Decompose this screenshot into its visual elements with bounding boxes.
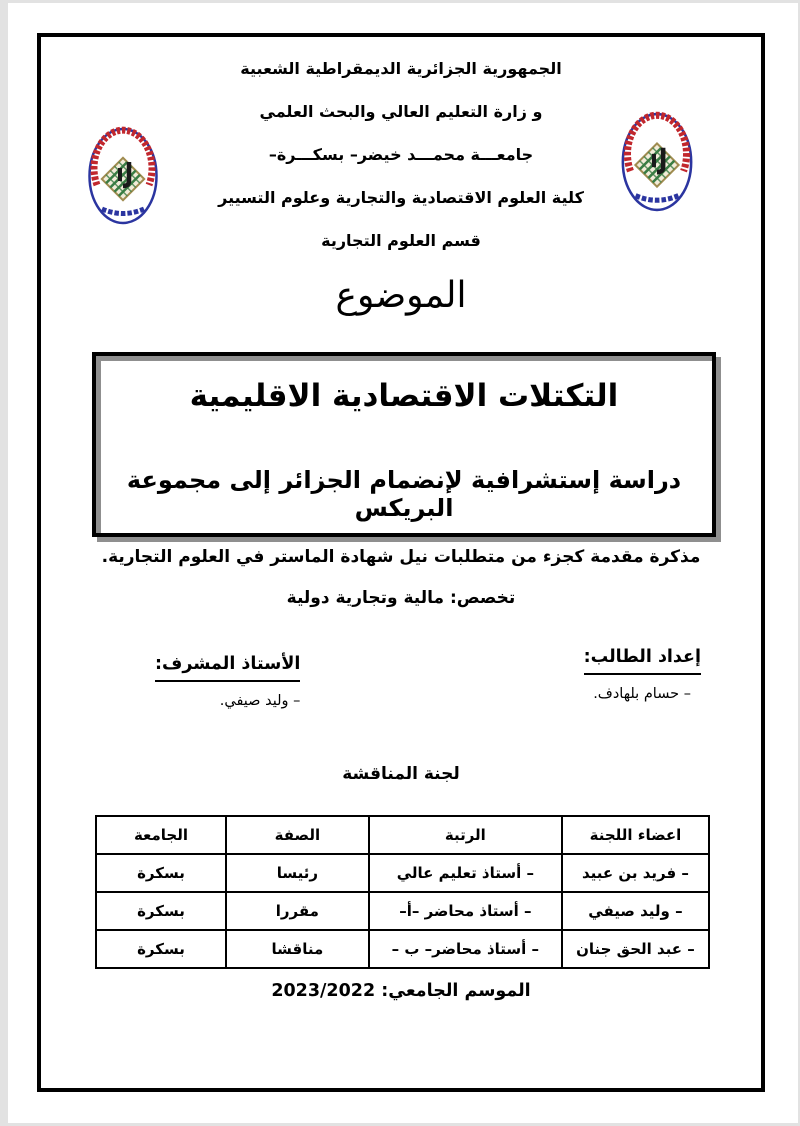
member-role-cell: مقررا [226, 892, 369, 930]
thesis-title: التكتلات الاقتصادية الاقليمية [189, 378, 619, 414]
member-role-cell: رئيسا [226, 854, 369, 892]
col-header-role: الصفة [226, 816, 369, 854]
header-line-republic: الجمهورية الجزائرية الديمقراطية الشعبية [240, 59, 562, 78]
header-line-ministry: و زارة التعليم العالي والبحث العلمي [259, 102, 543, 121]
member-rank-cell: – أستاذ تعليم عالي [369, 854, 562, 892]
student-heading: إعداد الطالب: [584, 647, 701, 675]
supervisor-heading: الأستاذ المشرف: [155, 654, 300, 682]
document-page [8, 3, 798, 1123]
member-name-cell: – عبد الحق جنان [562, 930, 709, 968]
member-university-cell: بسكرة [96, 930, 226, 968]
member-university-cell: بسكرة [96, 854, 226, 892]
subject-label: الموضوع [335, 275, 467, 316]
header-line-faculty: كلية العلوم الاقتصادية والتجارية وعلوم التسيير [218, 188, 584, 207]
supervisor-block [155, 654, 300, 709]
student-block [584, 647, 701, 702]
header-line-university: جامعـــة محمـــد خيضر– بسكـــرة– [268, 145, 534, 164]
page-border-frame [37, 33, 765, 1092]
supervisor-name: – وليد صيفي. [219, 693, 301, 709]
col-header-rank: الرتبة [369, 816, 562, 854]
thesis-subtitle: دراسة إستشرافية لإنضمام الجزائر إلى مجموعة البريكس [126, 466, 682, 522]
col-header-members: اعضاء اللجنة [562, 816, 709, 854]
memo-requirement-line: مذكرة مقدمة كجزء من متطلبات نيل شهادة الماستر في العلوم التجارية. [101, 547, 701, 567]
table-row [96, 930, 709, 968]
academic-year-line: الموسم الجامعي: 2023/2022 [271, 981, 531, 1001]
member-name-cell: – فريد بن عبيد [562, 854, 709, 892]
member-rank-cell: – أستاذ محاضر –أ– [369, 892, 562, 930]
table-row [96, 892, 709, 930]
committee-table [95, 815, 710, 969]
university-biskra-logo-icon [85, 125, 161, 231]
table-header-row [96, 816, 709, 854]
header-line-department: قسم العلوم التجارية [321, 231, 481, 250]
thesis-title-box [92, 352, 716, 537]
member-name-cell: – وليد صيفي [562, 892, 709, 930]
specialty-line: تخصص: مالية وتجارية دولية [286, 588, 516, 608]
member-university-cell: بسكرة [96, 892, 226, 930]
committee-title: لجنة المناقشة [342, 764, 460, 784]
table-row [96, 854, 709, 892]
member-rank-cell: – أستاذ محاضر– ب – [369, 930, 562, 968]
university-biskra-logo-icon [618, 110, 696, 218]
col-header-university: الجامعة [96, 816, 226, 854]
member-role-cell: مناقشا [226, 930, 369, 968]
student-name: – حسام بلهادف. [593, 686, 691, 702]
